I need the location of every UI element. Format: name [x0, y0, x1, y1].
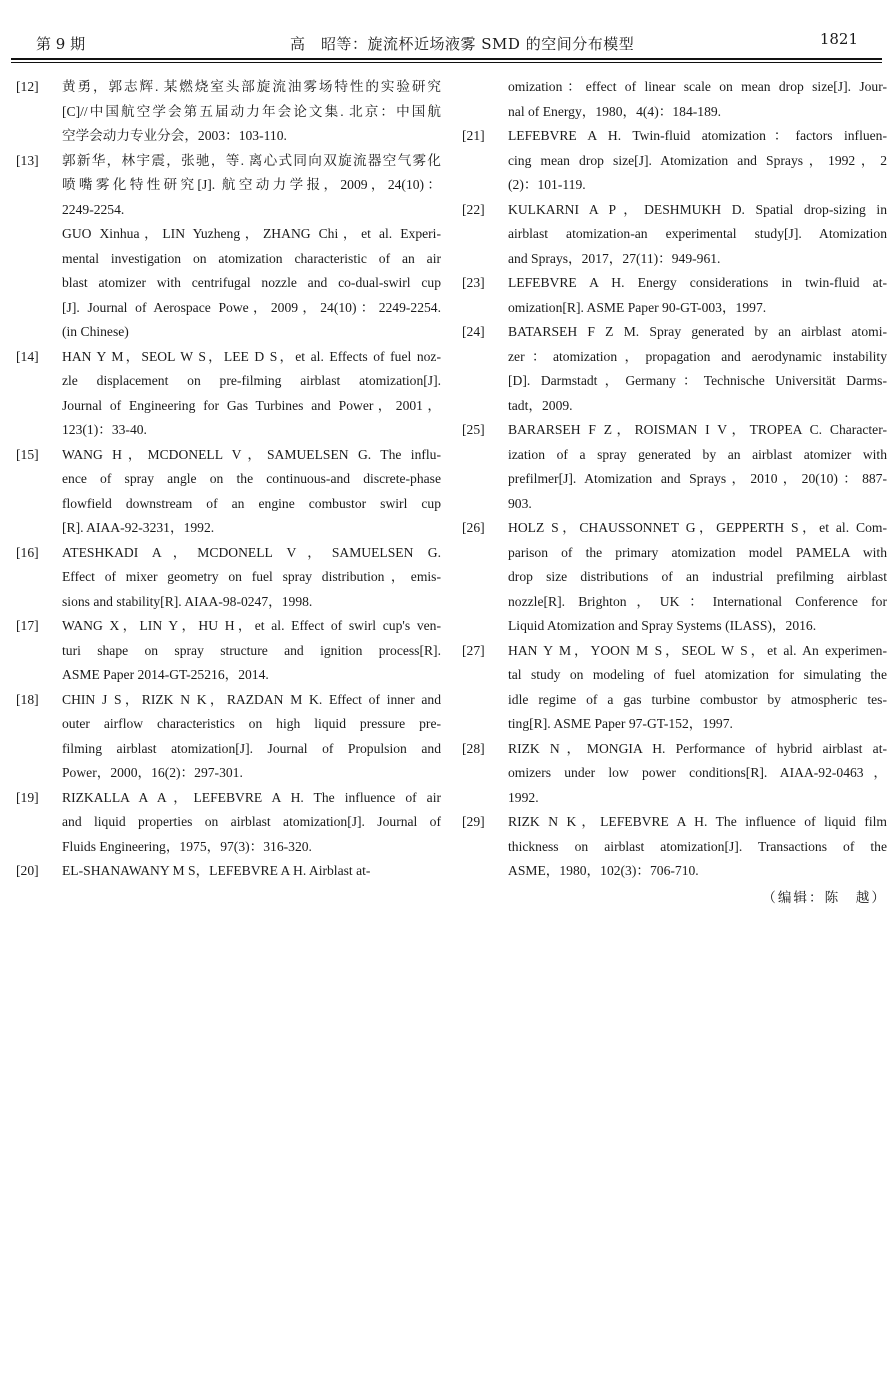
reference-entry	[462, 810, 887, 884]
reference-line: turi shape on spray structure and ignition process[R].	[62, 642, 441, 658]
reference-line: WANG H，MCDONELL V，SAMUELSEN G. The influ-	[62, 446, 441, 462]
reference-number: [16]	[16, 544, 39, 560]
reference-line: [R]. AIAA-92-3231，1992.	[62, 520, 215, 535]
reference-line: 喷嘴雾化特性研究[J]. 航空动力学报，2009，24(10)：	[62, 177, 441, 192]
reference-number: [13]	[16, 152, 39, 168]
reference-entry	[462, 320, 887, 418]
reference-number: [22]	[462, 201, 485, 217]
reference-line: filming airblast atomization[J]. Journal of Propulsion and	[62, 740, 441, 756]
reference-line: [J]. Journal of Aerospace Powe，2009，24(10)：2249-2254.	[62, 299, 441, 315]
reference-line: ASME，1980，102(3)：706-710.	[508, 863, 699, 878]
reference-line: 郭新华，林宇震，张驰，等. 离心式同向双旋流器空气雾化	[62, 152, 441, 168]
reference-number: [26]	[462, 520, 485, 535]
reference-number: [27]	[462, 642, 485, 658]
reference-line: (in Chinese)	[62, 324, 129, 339]
reference-line: RIZK N，MONGIA H. Performance of hybrid airblast at-	[508, 740, 887, 756]
reference-entry	[462, 639, 887, 737]
reference-number: [23]	[462, 275, 485, 290]
reference-line: LEFEBVRE A H. Twin-fluid atomization：factors influen-	[508, 128, 887, 143]
reference-line: (2)：101-119.	[508, 177, 586, 192]
header-rule-thin	[11, 62, 882, 63]
reference-line: nal of Energy，1980，4(4)：184-189.	[508, 103, 722, 119]
reference-line: and liquid properties on airblast atomization[J]. Journal of	[62, 814, 441, 829]
reference-entry	[16, 614, 441, 688]
running-header	[20, 28, 872, 56]
reference-entry	[16, 786, 441, 860]
reference-line: 123(1)：33-40.	[62, 422, 147, 437]
reference-entry	[462, 516, 887, 639]
reference-line: ting[R]. ASME Paper 97-GT-152，1997.	[508, 716, 733, 731]
reference-line: ASME Paper 2014-GT-25216，2014.	[62, 667, 269, 682]
references-right-column	[462, 75, 887, 910]
reference-number: [25]	[462, 422, 485, 437]
reference-line: 1992.	[508, 789, 539, 805]
reference-line: HOLZ S，CHAUSSONNET G，GEPPERTH S，et al. Com-	[508, 520, 887, 535]
reference-number: [20]	[16, 863, 39, 878]
reference-entry	[16, 443, 441, 541]
reference-line: Fluids Engineering，1975，97(3)：316-320.	[62, 838, 312, 854]
reference-line: airblast atomization-an experimental study[J]. Atomization	[508, 226, 887, 241]
reference-line: zle displacement on pre-filming airblast atomization[J].	[62, 373, 441, 388]
reference-entry	[16, 345, 441, 443]
reference-line: KULKARNI A P，DESHMUKH D. Spatial drop-sizing in	[508, 201, 887, 217]
reference-line: cing mean drop size[J]. Atomization and Sprays，1992，2	[508, 152, 887, 168]
reference-line: omization：effect of linear scale on mean drop size[J]. Jour-	[508, 79, 887, 94]
reference-line: 903.	[508, 495, 532, 511]
reference-line: idle regime of a gas turbine combustor by atmospheric tes-	[508, 691, 887, 707]
reference-line: HAN Y M，SEOL W S，LEE D S，et al. Effects of fuel noz-	[62, 348, 441, 364]
reference-entry	[16, 75, 441, 149]
reference-line: nozzle[R]. Brighton，UK：International Conference for	[508, 593, 887, 609]
reference-line: ence of spray angle on the continuous-and discrete-phase	[62, 471, 441, 486]
reference-line: BATARSEH F Z M. Spray generated by an airblast atomi-	[508, 324, 887, 339]
reference-line: 空学会动力专业分会，2003：103-110.	[62, 128, 287, 143]
reference-number: [17]	[16, 618, 39, 633]
reference-number: [18]	[16, 691, 39, 707]
reference-line: RIZKALLA A A，LEFEBVRE A H. The influence of air	[62, 789, 441, 805]
reference-number: [14]	[16, 348, 39, 364]
reference-number: [28]	[462, 740, 485, 756]
reference-line: thickness on airblast atomization[J]. Transactions of the	[508, 838, 887, 854]
reference-line: GUO Xinhua，LIN Yuzheng，ZHANG Chi，et al. Experi-	[62, 226, 441, 241]
reference-entry	[462, 737, 887, 811]
page-number: 1821	[819, 30, 858, 48]
references-left-column	[16, 75, 441, 884]
reference-line: drop size distributions of an industrial prefilming airblast	[508, 569, 887, 584]
reference-line: HAN Y M，YOON M S，SEOL W S，et al. An experimen-	[508, 642, 887, 658]
reference-number: [12]	[16, 79, 39, 94]
editor-note: （编辑：陈 越）	[762, 889, 887, 905]
reference-line: [D]. Darmstadt，Germany：Technische Universität Darms-	[508, 373, 887, 388]
reference-line: Power，2000，16(2)：297-301.	[62, 765, 243, 780]
reference-line: LEFEBVRE A H. Energy considerations in twin-fluid at-	[508, 275, 887, 290]
reference-line: Effect of mixer geometry on fuel spray distribution，emis-	[62, 569, 441, 584]
reference-line: mental investigation on atomization characteristic of an air	[62, 250, 441, 266]
reference-line: tadt，2009.	[508, 397, 573, 413]
reference-line: ATESHKADI A，MCDONELL V，SAMUELSEN G.	[62, 544, 441, 560]
reference-entry	[16, 541, 441, 615]
issue-label: 第 9 期	[36, 35, 86, 53]
reference-number: [19]	[16, 789, 39, 805]
reference-line: outer airflow characteristics on high liquid pressure pre-	[62, 716, 441, 731]
reference-entry	[462, 271, 887, 320]
reference-line: 2249-2254.	[62, 201, 125, 217]
reference-line: sions and stability[R]. AIAA-98-0247，1998.	[62, 593, 313, 609]
reference-line: CHIN J S，RIZK N K，RAZDAN M K. Effect of inner and	[62, 691, 441, 707]
reference-line: omizers under low power conditions[R]. AIAA-92-0463，	[508, 765, 887, 780]
reference-line: Liquid Atomization and Spray Systems (ILASS)，2016.	[508, 618, 817, 633]
reference-continuation	[462, 75, 887, 124]
reference-line: flowfield downstream of an engine combustor swirl cup	[62, 495, 441, 511]
reference-entry	[462, 198, 887, 272]
reference-entry	[462, 124, 887, 198]
reference-line: [C]//中国航空学会第五届动力年会论文集. 北京：中国航	[62, 103, 441, 119]
reference-line: blast atomizer with centrifugal nozzle and co-dual-swirl cup	[62, 275, 441, 290]
reference-line: Journal of Engineering for Gas Turbines and Power，2001，	[62, 397, 441, 413]
reference-number: [15]	[16, 446, 39, 462]
reference-entry	[16, 149, 441, 345]
reference-line: parison of the primary atomization model PAMELA with	[508, 544, 887, 560]
reference-entry	[16, 859, 441, 884]
reference-entry	[16, 688, 441, 786]
reference-line: ization of a spray generated by an airblast atomizer with	[508, 446, 887, 462]
reference-line: zer：atomization，propagation and aerodynamic instability	[508, 348, 887, 364]
reference-line: prefilmer[J]. Atomization and Sprays，2010，20(10)：887-	[508, 471, 887, 486]
reference-line: BARARSEH F Z，ROISMAN I V，TROPEA C. Character-	[508, 422, 887, 437]
reference-line: RIZK N K，LEFEBVRE A H. The influence of liquid film	[508, 814, 887, 829]
reference-line: tal study on modeling of fuel atomization for simulating the	[508, 667, 887, 682]
reference-number: [24]	[462, 324, 485, 339]
reference-line: WANG X，LIN Y，HU H，et al. Effect of swirl cup's ven-	[62, 618, 441, 633]
reference-line: 黄勇，郭志辉. 某燃烧室头部旋流油雾场特性的实验研究	[62, 79, 441, 94]
reference-line: EL-SHANAWANY M S，LEFEBVRE A H. Airblast at-	[62, 863, 371, 878]
reference-entry	[462, 418, 887, 516]
reference-line: omization[R]. ASME Paper 90-GT-003，1997.	[508, 299, 767, 315]
running-title: 高 昭等：旋流杯近场液雾 SMD 的空间分布模型	[290, 35, 635, 53]
header-rule-thick	[11, 58, 882, 60]
reference-line: and Sprays，2017，27(11)：949-961.	[508, 250, 721, 266]
reference-number: [29]	[462, 814, 485, 829]
reference-number: [21]	[462, 128, 485, 143]
